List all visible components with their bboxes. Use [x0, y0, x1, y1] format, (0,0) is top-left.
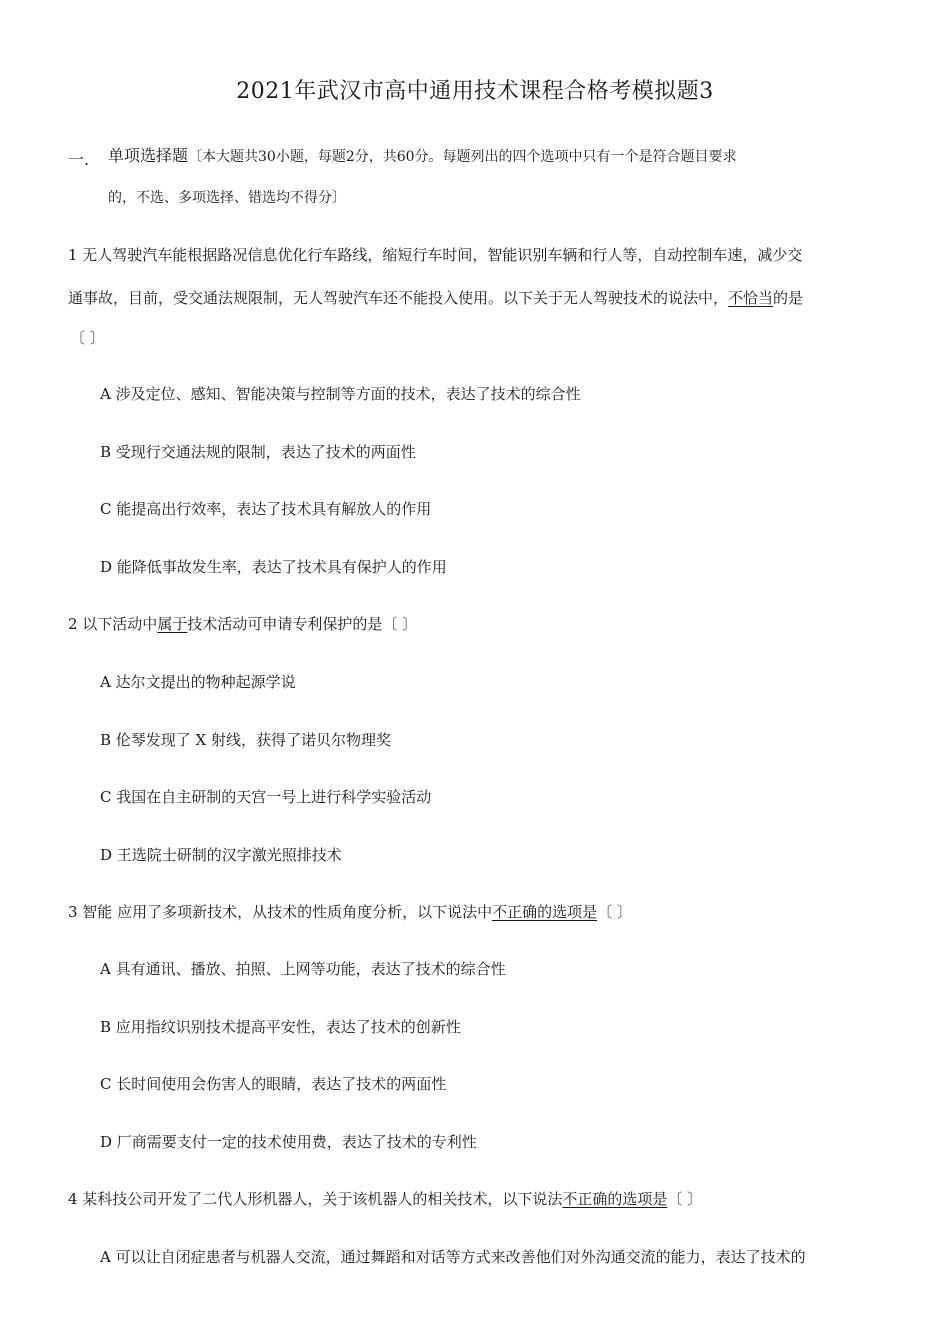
section-instructions-cont: 的，不选、多项选择、错选均不得分〕 [108, 190, 346, 206]
question-1-option-c: C 能提高出行效率，表达了技术具有解放人的作用 [100, 500, 432, 518]
question-3-option-c: C 长时间使用会伤害人的眼睛，表达了技术的两面性 [100, 1075, 447, 1093]
question-1-option-d: D 能降低事故发生率，表达了技术具有保护人的作用 [100, 558, 447, 576]
question-2-emphasis: 属于 [157, 615, 188, 633]
question-2-stem-pre: 2 以下活动中 [68, 615, 158, 633]
question-1-stem-line1: 1 无人驾驶汽车能根据路况信息优化行车路线，缩短行车时间，智能识别车辆和行人等，自动控制车速，减少交 [68, 246, 803, 264]
question-1-answer-blank: 〔 〕 [70, 329, 105, 347]
question-3-option-a: A 具有通讯、播放、拍照、上网等功能，表达了技术的综合性 [100, 960, 506, 978]
question-4-stem-pre: 4 某科技公司开发了二代人形机器人，关于该机器人的相关技术，以下说法 [68, 1190, 563, 1208]
question-2-option-d: D 王选院士研制的汉字激光照排技术 [100, 846, 342, 864]
question-1-stem-line2 [68, 287, 803, 309]
question-2-option-a: A 达尔文提出的物种起源学说 [100, 673, 296, 691]
question-3-stem-pre: 3 智能 应用了多项新技术，从技术的性质角度分析，以下说法中 [68, 903, 493, 921]
question-3-stem-post: 〔 〕 [597, 903, 632, 921]
question-4-emphasis: 不正确的选项是 [562, 1190, 668, 1208]
question-3-option-d: D 厂商需要支付一定的技术使用费，表达了技术的专利性 [100, 1133, 477, 1151]
question-2-stem-post: 技术活动可申请专利保护的是〔 〕 [187, 615, 418, 633]
section-number: 一. [68, 150, 90, 169]
question-3-stem [68, 901, 632, 923]
question-1-option-b: B 受现行交通法规的限制，表达了技术的两面性 [100, 443, 416, 461]
question-3-emphasis: 不正确的选项是 [492, 903, 598, 921]
question-1-stem-pre: 通事故，目前，受交通法规限制，无人驾驶汽车还不能投入使用。以下关于无人驾驶技术的说法中， [68, 289, 729, 307]
section-heading-line [108, 145, 737, 168]
question-1-option-a: A 涉及定位、感知、智能决策与控制等方面的技术，表达了技术的综合性 [100, 385, 581, 403]
question-2-option-b: B 伦琴发现了 X 射线，获得了诺贝尔物理奖 [100, 731, 392, 749]
question-4-option-a: A 可以让自闭症患者与机器人交流，通过舞蹈和对话等方式来改善他们对外沟通交流的能力，表达了技术的 [100, 1248, 806, 1266]
section-instructions: 〔本大题共30小题，每题2分，共60分。每题列出的四个选项中只有一个是符合题目要求 [188, 149, 737, 165]
page-title: 2021年武汉市高中通用技术课程合格考模拟题3 [236, 79, 714, 104]
question-4-stem [68, 1188, 702, 1210]
section-heading: 单项选择题 [108, 146, 189, 165]
question-1-emphasis: 不恰当 [728, 289, 774, 307]
question-3-option-b: B 应用指纹识别技术提高平安性，表达了技术的创新性 [100, 1018, 461, 1036]
question-2-stem [68, 613, 417, 635]
question-1-stem-post: 的是 [773, 289, 804, 307]
question-2-option-c: C 我国在自主研制的天宫一号上进行科学实验活动 [100, 788, 432, 806]
question-4-stem-post: 〔 〕 [667, 1190, 703, 1208]
